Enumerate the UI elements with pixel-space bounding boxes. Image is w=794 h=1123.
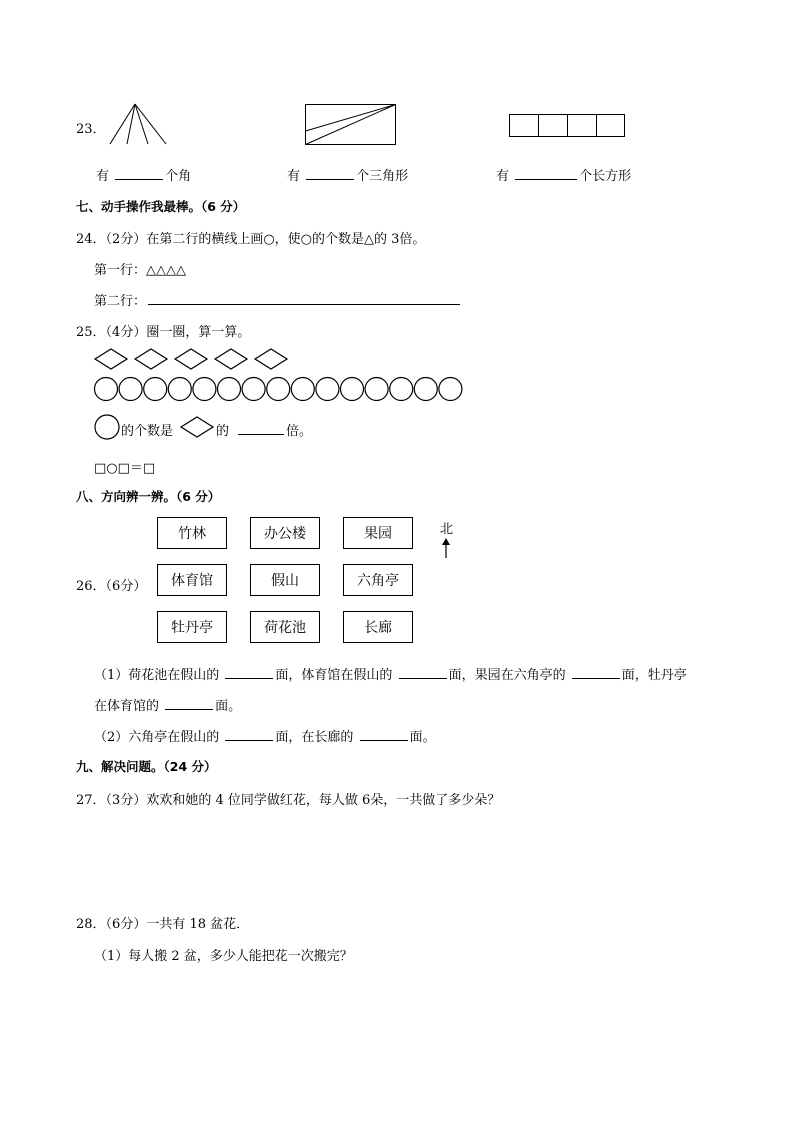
ratio-text-2: 的 xyxy=(216,424,230,439)
circle-shape xyxy=(119,378,142,401)
triangles-blank[interactable] xyxy=(306,167,354,180)
sub1-blank-1[interactable] xyxy=(225,666,273,679)
circle-shape xyxy=(414,378,437,401)
triangles-post: 个三角形 xyxy=(356,169,409,184)
circle-shape xyxy=(168,378,191,401)
row1-label: 第一行： xyxy=(94,263,147,278)
section9-title: 九、解决问题。（24 分） xyxy=(76,759,217,774)
grid-cell: 牡丹亭 xyxy=(157,611,227,643)
angles-post: 个角 xyxy=(165,169,192,184)
circle-shape xyxy=(291,378,314,401)
q24-row2 xyxy=(94,290,462,309)
circle-shape xyxy=(365,378,388,401)
sub1-blank-2[interactable] xyxy=(399,666,447,679)
q28-sub1: （1）每人搬 2 盆，多少人能把花一次搬完？ xyxy=(94,949,353,964)
rects-pre: 有 xyxy=(496,169,510,184)
rectangles-figure xyxy=(509,114,627,138)
sub1-e: 在体育馆的 xyxy=(94,699,160,714)
circle-shape xyxy=(193,378,216,401)
circle-icon xyxy=(94,414,122,442)
diamond-row xyxy=(94,348,304,372)
sub2-blank-2[interactable] xyxy=(360,728,408,741)
angles-pre: 有 xyxy=(96,169,110,184)
sub1-d: 面，牡丹亭 xyxy=(621,668,687,683)
q24-row1 xyxy=(94,259,186,278)
circle-shape xyxy=(439,378,462,401)
diamond-shape xyxy=(175,349,207,369)
grid-cell: 荷花池 xyxy=(250,611,320,643)
row2-blank[interactable] xyxy=(148,292,460,305)
q25-equation: □○□＝□ xyxy=(94,461,156,476)
q23-number: 23． xyxy=(76,122,106,137)
q28-text: 28．（6分）一共有 18 盆花． xyxy=(76,917,250,932)
ratio-text-1: 的个数是 xyxy=(121,424,174,439)
grid-cell: 长廊 xyxy=(343,611,413,643)
ratio-text-3: 倍。 xyxy=(286,424,313,439)
angles-answer xyxy=(96,165,191,184)
q24-text: 24．（2分）在第二行的横线上画○，使○的个数是△的 3倍。 xyxy=(76,232,426,247)
circle-shape xyxy=(95,378,118,401)
grid-cell: 办公楼 xyxy=(250,517,320,549)
q26-sub1-line1 xyxy=(94,664,687,683)
angles-figure xyxy=(108,102,168,148)
diamond-icon xyxy=(180,416,216,440)
sub1-blank-4[interactable] xyxy=(165,697,213,710)
grid-cell: 体育馆 xyxy=(157,564,227,596)
circle-shape xyxy=(267,378,290,401)
sub2-blank-1[interactable] xyxy=(225,728,273,741)
triangles-pre: 有 xyxy=(287,169,301,184)
q26-number: 26．（6分） xyxy=(76,579,147,594)
ratio-blank[interactable] xyxy=(238,422,284,435)
grid-cell: 竹林 xyxy=(157,517,227,549)
circle-shape xyxy=(341,378,364,401)
triangles-figure xyxy=(305,104,397,146)
sub2-c: 面。 xyxy=(409,730,436,745)
north-arrow-icon xyxy=(440,537,452,559)
grid-cell: 果园 xyxy=(343,517,413,549)
section8-title: 八、方向辨一辨。（6 分） xyxy=(76,489,221,504)
sub1-f: 面。 xyxy=(215,699,242,714)
q26-sub2 xyxy=(94,726,436,745)
section7-title: 七、动手操作我最棒。（6 分） xyxy=(76,199,246,214)
grid-cell: 六角亭 xyxy=(343,564,413,596)
row2-label: 第二行： xyxy=(94,294,147,309)
rects-post: 个长方形 xyxy=(579,169,632,184)
circle-shape xyxy=(316,378,339,401)
rects-answer xyxy=(496,165,631,184)
rects-blank[interactable] xyxy=(515,167,577,180)
diamond-shape xyxy=(135,349,167,369)
circle-shape xyxy=(218,378,241,401)
sub1-b: 面，体育馆在假山的 xyxy=(275,668,393,683)
sub2-a: （2）六角亭在假山的 xyxy=(94,730,220,745)
diamond-shape xyxy=(255,349,287,369)
circle-row xyxy=(94,376,466,404)
q25-text: 25．（4分）圈一圈，算一算。 xyxy=(76,325,251,340)
diamond-shape xyxy=(215,349,247,369)
diamond-shape xyxy=(95,349,127,369)
angles-blank[interactable] xyxy=(115,167,163,180)
sub2-b: 面，在长廊的 xyxy=(275,730,354,745)
sub1-a: （1）荷花池在假山的 xyxy=(94,668,220,683)
q27-text: 27．（3分）欢欢和她的 4 位同学做红花，每人做 6朵，一共做了多少朵？ xyxy=(76,793,501,808)
row1-triangles: △△△△ xyxy=(146,263,187,278)
circle-shape xyxy=(144,378,167,401)
q26-sub1-line2 xyxy=(94,695,241,714)
grid-cell: 假山 xyxy=(250,564,320,596)
triangles-answer xyxy=(287,165,408,184)
circle-shape xyxy=(242,378,265,401)
circle-shape xyxy=(390,378,413,401)
sub1-c: 面，果园在六角亭的 xyxy=(448,668,566,683)
sub1-blank-3[interactable] xyxy=(572,666,620,679)
ratio-answer xyxy=(236,420,312,439)
north-label: 北 xyxy=(440,522,454,537)
